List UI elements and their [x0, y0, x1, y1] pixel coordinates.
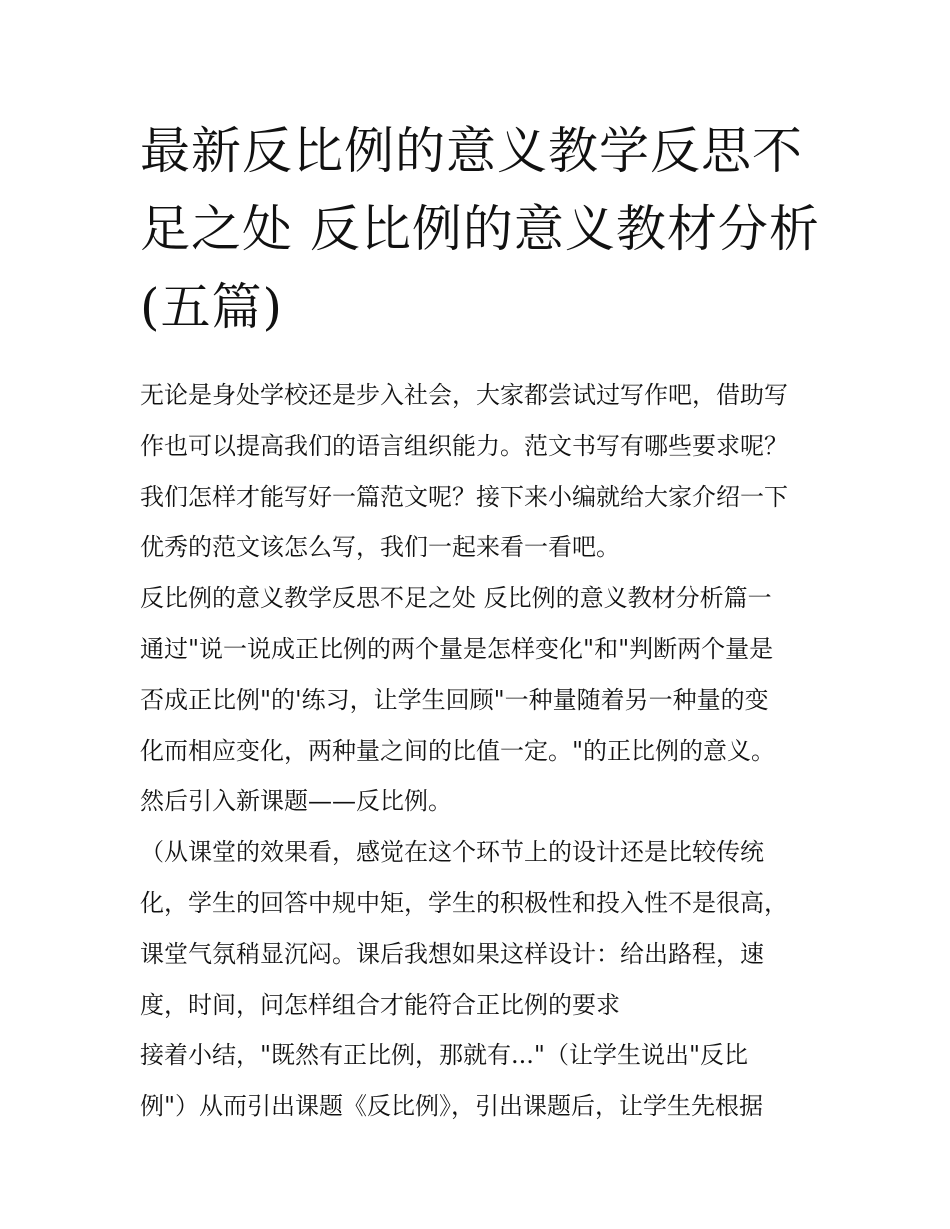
body-line: 例"）从而引出课题《反比例》，引出课题后，让学生先根据 [140, 1092, 764, 1121]
body-line: 课堂气氛稍显沉闷。课后我想如果这样设计：给出路程，速 [140, 939, 764, 968]
body-line: 化而相应变化，两种量之间的比值一定。"的正比例的意义。 [140, 736, 776, 765]
title-line: 最新反比例的意义教学反思不 [140, 122, 803, 180]
document-title [140, 112, 820, 346]
body-line: 反比例的意义教学反思不足之处 反比例的意义教材分析篇一 [140, 584, 772, 613]
body-line: 通过"说一说成正比例的两个量是怎样变化"和"判断两个量是 [140, 634, 774, 663]
body-line: 然后引入新课题——反比例。 [140, 787, 452, 816]
body-line: 作也可以提高我们的语言组织能力。范文书写有哪些要求呢？ [140, 431, 788, 460]
body-line: 我们怎样才能写好一篇范文呢？接下来小编就给大家介绍一下 [140, 482, 788, 511]
body-line: 否成正比例"的'练习，让学生回顾"一种量随着另一种量的变 [140, 685, 769, 714]
body-line: 无论是身处学校还是步入社会，大家都尝试过写作吧，借助写 [140, 381, 788, 409]
document-body [140, 370, 820, 1132]
body-line: （从课堂的效果看，感觉在这个环节上的设计还是比较传统 [140, 838, 764, 867]
title-line: 足之处 反比例的意义教材分析 [140, 200, 820, 258]
body-line: 优秀的范文该怎么写，我们一起来看一看吧。 [140, 533, 620, 562]
document-page [140, 112, 820, 1132]
body-line: 化，学生的回答中规中矩，学生的积极性和投入性不是很高， [140, 888, 788, 917]
body-line: 接着小结，"既然有正比例，那就有..."（让学生说出"反比 [140, 1041, 749, 1070]
body-line: 度，时间，问怎样组合才能符合正比例的要求 [140, 990, 620, 1019]
title-line: (五篇) [140, 278, 284, 336]
